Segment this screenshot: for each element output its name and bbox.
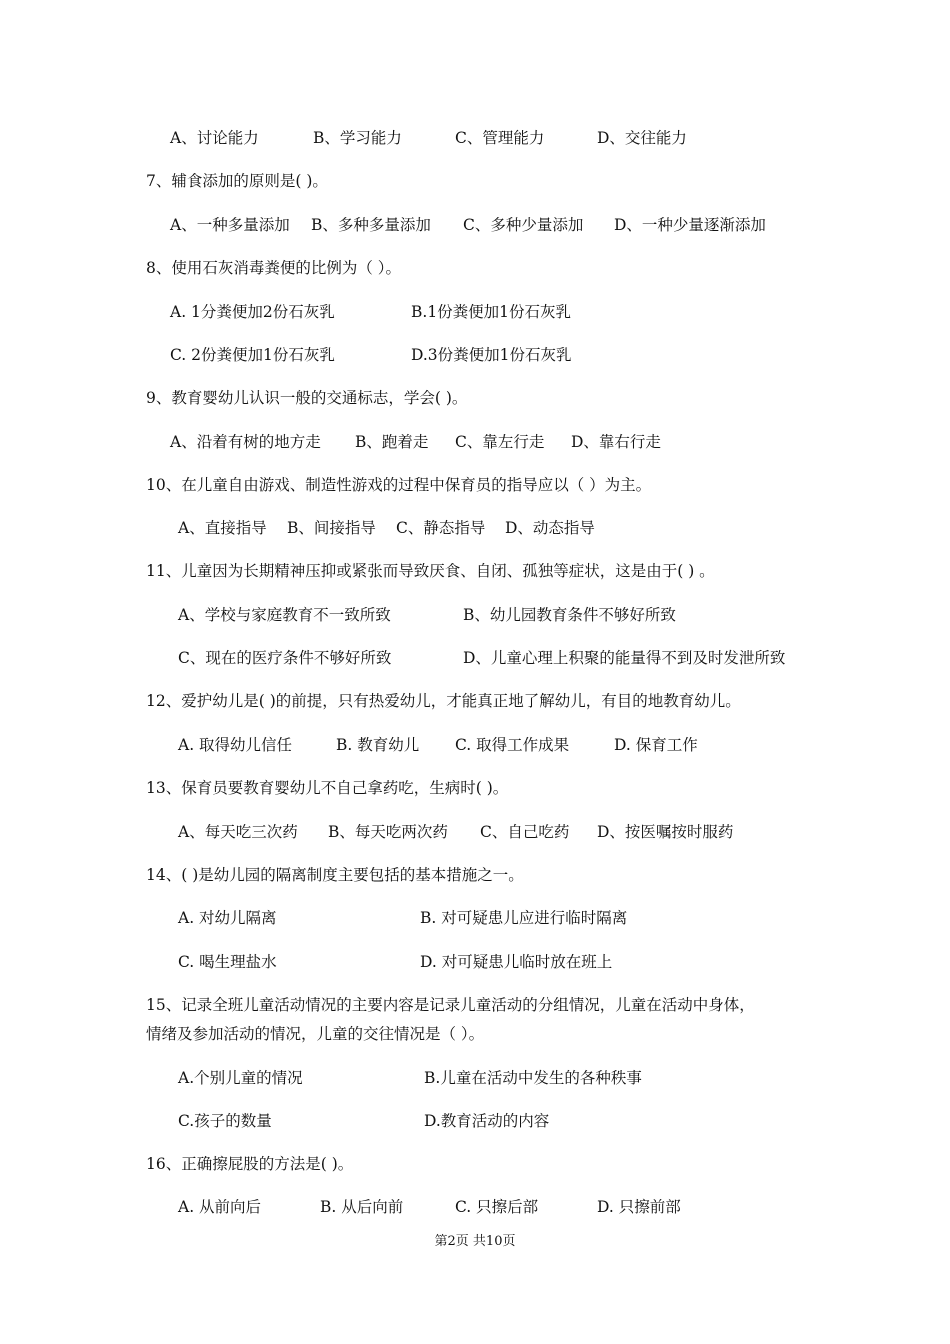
q6-option-d: D、交往能力	[597, 129, 687, 147]
q10-option-d: D、动态指导	[505, 519, 595, 537]
q8-option-c: C. 2份粪便加1份石灰乳	[170, 346, 335, 364]
q15-option-b: B.儿童在活动中发生的各种秩事	[424, 1069, 642, 1087]
q13-option-c: C、自己吃药	[480, 823, 570, 841]
q13-option-a: A、每天吃三次药	[178, 823, 298, 841]
q8-option-d: D.3份粪便加1份石灰乳	[411, 346, 572, 364]
q10-option-a: A、直接指导	[178, 519, 267, 537]
q16-option-b: B. 从后向前	[320, 1198, 404, 1216]
q7-option-c: C、多种少量添加	[463, 216, 584, 234]
q13-option-d: D、按医嘱按时服药	[597, 823, 734, 841]
q11-option-d: D、儿童心理上积聚的能量得不到及时发泄所致	[463, 649, 786, 667]
q15-option-c: C.孩子的数量	[178, 1112, 272, 1130]
q11-option-b: B、幼儿园教育条件不够好所致	[463, 606, 676, 624]
question-7-stem: 7、辅食添加的原则是( )。	[146, 172, 328, 190]
question-9-stem: 9、教育婴幼儿认识一般的交通标志，学会( )。	[146, 389, 468, 407]
question-11-stem: 11、儿童因为长期精神压抑或紧张而导致厌食、自闭、孤独等症状，这是由于( ) 。	[146, 562, 715, 580]
q11-option-a: A、学校与家庭教育不一致所致	[178, 606, 391, 624]
question-15-stem: 15、记录全班儿童活动情况的主要内容是记录儿童活动的分组情况，儿童在活动中身体，	[146, 996, 755, 1014]
q15-option-a: A.个别儿童的情况	[178, 1069, 303, 1087]
q12-option-c: C. 取得工作成果	[455, 736, 570, 754]
question-15-stem-continued: 情绪及参加活动的情况，儿童的交往情况是（ ）。	[146, 1025, 485, 1043]
q6-option-a: A、讨论能力	[170, 129, 259, 147]
q9-option-a: A、沿着有树的地方走	[170, 433, 321, 451]
q8-option-a: A. 1分粪便加2份石灰乳	[170, 303, 335, 321]
q7-option-b: B、多种多量添加	[311, 216, 431, 234]
question-14-stem: 14、( )是幼儿园的隔离制度主要包括的基本措施之一。	[146, 866, 524, 884]
q11-option-c: C、现在的医疗条件不够好所致	[178, 649, 392, 667]
q13-option-b: B、每天吃两次药	[328, 823, 448, 841]
q12-option-d: D. 保育工作	[614, 736, 698, 754]
q16-option-c: C. 只擦后部	[455, 1198, 539, 1216]
q9-option-d: D、靠右行走	[571, 433, 661, 451]
q14-option-a: A. 对幼儿隔离	[178, 909, 277, 927]
q9-option-b: B、跑着走	[355, 433, 429, 451]
q7-option-d: D、一种少量逐渐添加	[614, 216, 766, 234]
q14-option-c: C. 喝生理盐水	[178, 953, 277, 971]
question-12-stem: 12、爱护幼儿是( )的前提，只有热爱幼儿，才能真正地了解幼儿，有目的地教育幼儿。	[146, 692, 741, 710]
q12-option-b: B. 教育幼儿	[336, 736, 420, 754]
question-13-stem: 13、保育员要教育婴幼儿不自己拿药吃，生病时( )。	[146, 779, 509, 797]
page-footer: 第2页 共10页	[434, 1234, 516, 1249]
question-10-stem: 10、在儿童自由游戏、制造性游戏的过程中保育员的指导应以（ ）为主。	[146, 476, 652, 494]
q14-option-b: B. 对可疑患儿应进行临时隔离	[420, 909, 628, 927]
q6-option-c: C、管理能力	[455, 129, 545, 147]
q12-option-a: A. 取得幼儿信任	[178, 736, 293, 754]
q8-option-b: B.1份粪便加1份石灰乳	[411, 303, 572, 321]
question-16-stem: 16、正确擦屁股的方法是( )。	[146, 1155, 354, 1173]
q16-option-a: A. 从前向后	[178, 1198, 262, 1216]
q14-option-d: D. 对可疑患儿临时放在班上	[420, 953, 613, 971]
q10-option-c: C、静态指导	[396, 519, 486, 537]
q15-option-d: D.教育活动的内容	[424, 1112, 550, 1130]
question-8-stem: 8、使用石灰消毒粪便的比例为（ ）。	[146, 259, 402, 277]
q6-option-b: B、学习能力	[313, 129, 402, 147]
q7-option-a: A、一种多量添加	[170, 216, 290, 234]
q10-option-b: B、间接指导	[287, 519, 376, 537]
q16-option-d: D. 只擦前部	[597, 1198, 681, 1216]
q9-option-c: C、靠左行走	[455, 433, 545, 451]
